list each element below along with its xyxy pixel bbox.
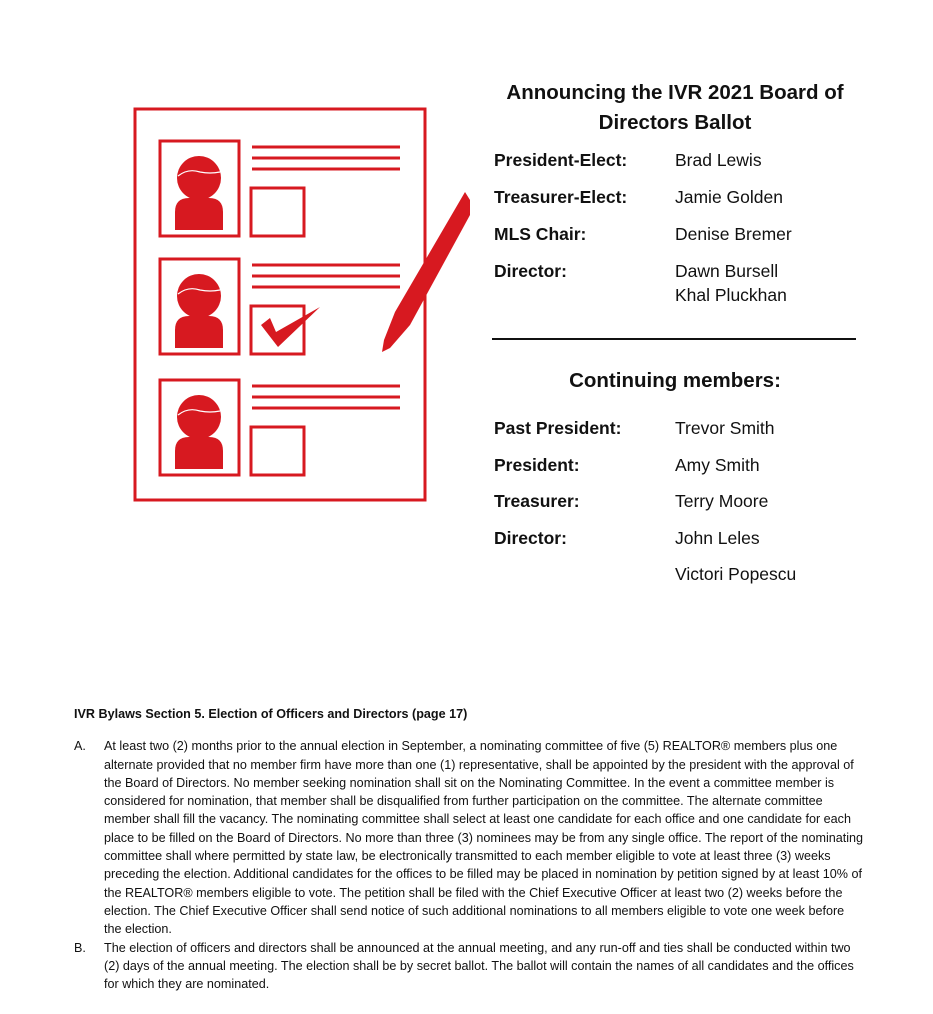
nominee-list <box>492 148 858 307</box>
member-name: Trevor Smith <box>675 418 775 438</box>
item-text: The election of officers and directors shall be announced at the annual meeting, and any run-off and ties shall be conducted within two (2) days of the annual meeting. The election shall be by secret ballot. The ballot will contain the names of all candidates and the offices for which they are nominated. <box>104 940 854 992</box>
nominee-name: Jamie Golden <box>675 187 783 207</box>
item-marker: A. <box>74 739 86 754</box>
member-row <box>492 526 858 550</box>
member-list <box>492 416 858 586</box>
member-row <box>492 416 858 440</box>
section-divider <box>492 338 856 340</box>
member-name: Terry Moore <box>675 491 769 511</box>
member-row <box>492 489 858 513</box>
nominee-row <box>492 222 858 246</box>
nominee-name: Brad Lewis <box>675 150 762 170</box>
role-label: President: <box>494 454 580 475</box>
role-label: Past President: <box>494 418 622 438</box>
announcement-title: Announcing the IVR 2021 Board of Directors Ballot <box>506 81 844 134</box>
member-name: John Leles <box>675 527 760 548</box>
member-name: Victori Popescu <box>675 564 797 584</box>
ballot-illustration <box>120 100 470 510</box>
nominee-row <box>492 148 858 172</box>
item-text: At least two (2) months prior to the annual election in September, a nominating committee of five (5) REALTOR® members plus one alternate provided that no member firm have more than one (1) representative, shall be appointed by the president with the approval of the Board of Directors. No member seeking nomination shall sit on the Nominating Committee. In the event a committee member is considered for nomination, that member shall be disqualified from further participation on the committee. The alternate committee member shall fill the vacancy. The nominating committee shall select at least one candidate for each office and one candidate for each place to be filled on the Board of Directors. No more than three (3) nominees may be from any single office. The report of the nominating committee shall where permitted by state law, be electronically transmitted to each member eligible to vote at least three (3) weeks preceding the election. Additional candidates for the offices to be filled may be placed in nomination by petition signed by at least 10% of the REALTOR® members eligible to vote. The petition shall be filed with the Chief Executive Officer at least two (2) weeks before the election. The Chief Executive Officer shall send notice of such additional nominations to all members eligible to vote one week before the election. <box>104 739 864 937</box>
role-label: President-Elect: <box>494 150 628 170</box>
role-label: Treasurer-Elect: <box>494 187 628 207</box>
ballot-with-pen-icon <box>120 100 470 510</box>
role-label: Director: <box>494 527 567 548</box>
nominee-name: Dawn Bursell <box>675 261 779 281</box>
ballot-announcement <box>492 78 858 320</box>
continuing-members <box>492 366 858 599</box>
bylaws-item <box>74 737 864 938</box>
bylaws-item <box>74 939 864 994</box>
role-label <box>492 562 675 586</box>
bylaws-section <box>74 705 864 993</box>
role-label: Director: <box>494 261 567 281</box>
bylaws-heading: IVR Bylaws Section 5. Election of Officers and Directors (page 17) <box>74 707 468 721</box>
item-marker: B. <box>74 940 86 955</box>
nominee-row <box>492 259 858 307</box>
continuing-title: Continuing members: <box>569 369 781 392</box>
nominee-name: Khal Pluckhan <box>675 285 787 305</box>
member-row <box>492 562 858 586</box>
member-name: Amy Smith <box>675 454 760 475</box>
nominee-name: Denise Bremer <box>675 224 792 244</box>
nominee-row <box>492 185 858 209</box>
role-label: MLS Chair: <box>494 224 587 244</box>
role-label: Treasurer: <box>494 491 580 511</box>
member-row <box>492 453 858 477</box>
